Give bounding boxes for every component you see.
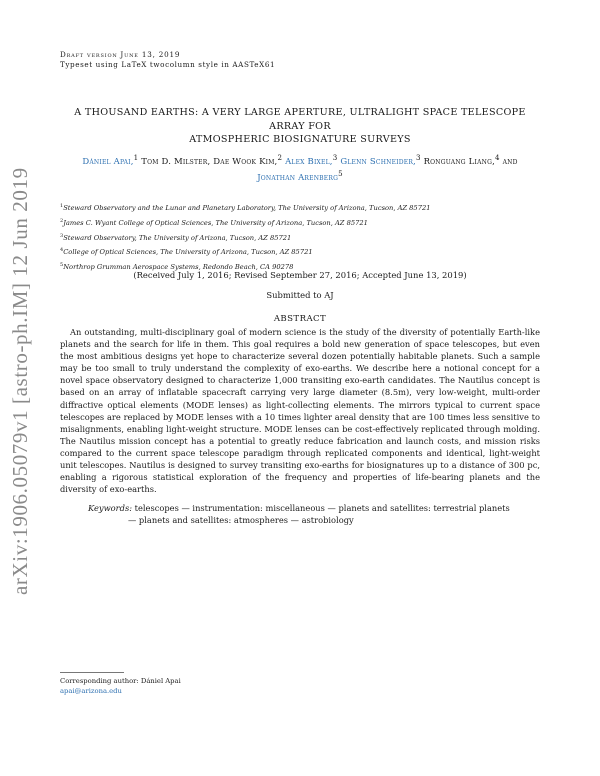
corresponding-email-link[interactable]: apai@arizona.edu — [60, 687, 122, 695]
keywords-label: Keywords: — [88, 503, 133, 513]
typeset-line: Typeset using LaTeX twocolumn style in AASTeX61 — [60, 60, 276, 69]
footnote-rule — [60, 672, 124, 673]
keywords-line-2: — planets and satellites: atmospheres — astrobiology — [128, 515, 354, 526]
paper-title — [60, 106, 540, 147]
affiliations — [60, 200, 430, 274]
affiliation-3: $^3$Steward Observatory, The University of Arizona, Tucson, AZ 85721 — [60, 232, 292, 242]
arxiv-stamp[interactable]: arXiv:1906.05079v1 [astro-ph.IM] 12 Jun 2019 — [8, 167, 32, 595]
keywords — [88, 502, 520, 526]
abstract-text: An outstanding, multi-disciplinary goal of modern science is the study of the diversity of potentially Earth-like planets and the search for life in them. This goal requires a bold new generation of space telescopes, but even the most ambitious designs yet hope to characterize several dozen potentially habitable planets. Such a sample may be too small to truly understand the complexity of exo-earths. We describe here a notional concept for a novel space observatory designed to characterize 1,000 transiting exo-earth candidates. The Nautilus concept is based on an array of inflatable spacecraft carrying very large diameter (8.5m), very low-weight, multi-order diffractive optical elements (MODE lenses) as light-collecting elements. The mirrors typical to current space telescopes are replaced by MODE lenses with a 10 times lighter areal density that are 100 times less sensitive to misalignments, enabling light-weight structure. MODE lenses can be cost-effectively replicated through molding. The Nautilus mission concept has a potential to greatly reduce fabrication and launch costs, and mission risks compared to the current space telescope paradigm through replicated components and identical, light-weight unit telescopes. Nautilus is designed to survey transiting exo-earths for biosignatures up to a distance of 300 pc, enabling a rigorous statistical exploration of the frequency and properties of life-bearing planets and the diversity of exo-earths. — [60, 327, 540, 495]
author-link-schneider[interactable]: Glenn Schneider, — [340, 156, 416, 167]
affiliation-5: $^5$Northrop Grumman Aerospace Systems, Redondo Beach, CA 90278 — [60, 262, 294, 272]
keywords-line-1: telescopes — instrumentation: miscellaneous — planets and satellites: terrestrial planets — [132, 503, 510, 513]
authors-line-2: Jonathan Arenberg$^5$ — [257, 169, 343, 184]
submitted-to: Submitted to AJ — [266, 290, 334, 300]
title-line-1: A THOUSAND EARTHS: A VERY LARGE APERTURE, ULTRALIGHT SPACE TELESCOPE ARRAY FOR — [74, 107, 526, 132]
draft-header — [60, 50, 275, 70]
received-dates: (Received July 1, 2016; Revised September 27, 2016; Accepted June 13, 2019) — [133, 270, 467, 280]
affiliation-4: $^4$College of Optical Sciences, The University of Arizona, Tucson, AZ 85721 — [60, 247, 313, 257]
author-link-bixel[interactable]: Alex Bixel, — [285, 156, 333, 167]
author-link-apai[interactable]: Dániel Apai, — [82, 156, 134, 167]
affiliation-2: $^2$James C. Wyant College of Optical Sciences, The University of Arizona, Tucson, AZ 85721 — [60, 217, 368, 228]
authors-line-1: Dániel Apai,$^1$ Tom D. Milster, Dae Wook Kim,$^2$ Alex Bixel,$^3$ Glenn Schneider,$^3$ Ronguang Liang,$^4$ and — [82, 153, 518, 167]
draft-version: Draft version June 13, 2019 — [60, 50, 181, 59]
author-list — [60, 152, 540, 185]
affiliation-1: $^1$Steward Observatory and the Lunar and Planetary Laboratory, The University of Arizona, Tucson, AZ 85721 — [60, 203, 431, 213]
corresponding-author — [60, 676, 181, 696]
abstract-heading: ABSTRACT — [273, 314, 327, 324]
corresponding-author-name: Corresponding author: Dániel Apai — [60, 677, 181, 685]
title-line-2: ATMOSPHERIC BIOSIGNATURE SURVEYS — [189, 134, 411, 145]
author-link-arenberg[interactable]: Jonathan Arenberg — [257, 173, 339, 184]
